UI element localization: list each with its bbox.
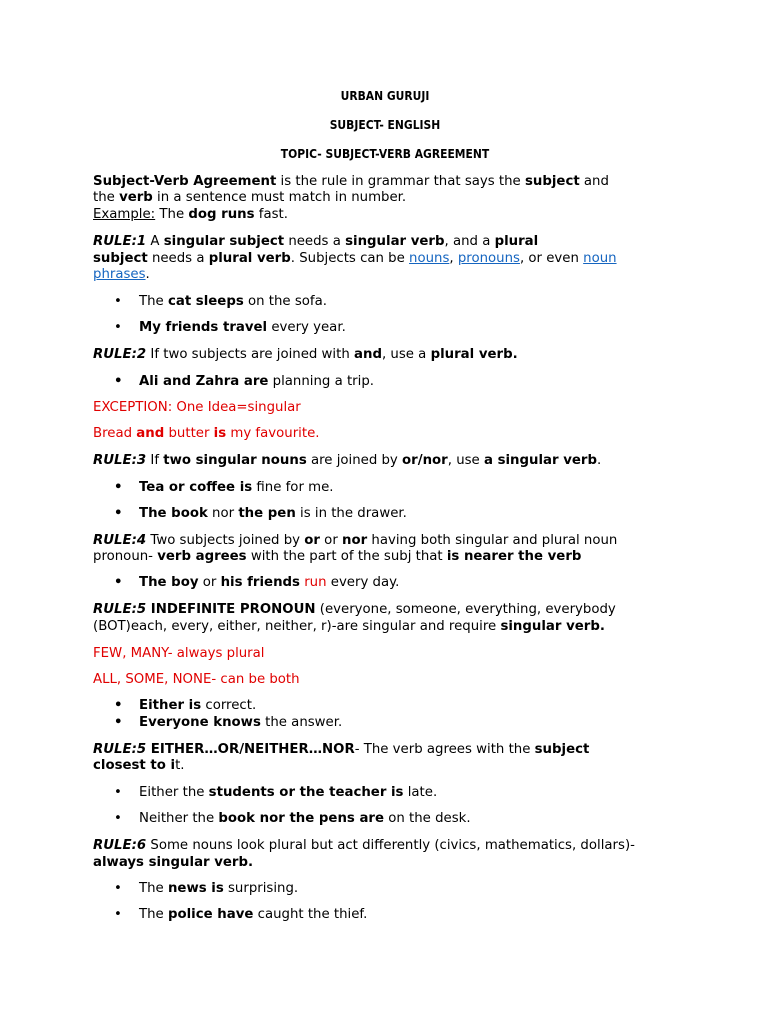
rule5a-note-all-some: ALL, SOME, NONE- can be both [93,672,300,687]
rule5b-line-2: closest to it. [93,758,185,773]
rule5a-note-few-many: FEW, MANY- always plural [93,646,265,661]
rule2-exception-example: Bread and butter is my favourite. [93,426,320,441]
rule2-line: RULE:2 If two subjects are joined with and, use a plural verb. [93,347,518,362]
rule6-line-2: always singular verb. [93,855,254,870]
bullet-icon: • [114,575,123,590]
intro-line-1: Subject-Verb Agreement is the rule in grammar that says the subject and [93,174,609,189]
bullet-icon: • [114,294,122,309]
rule2-exception: EXCEPTION: One Idea=singular [93,400,301,415]
rule5a-line-1: RULE:5 INDEFINITE PRONOUN (everyone, someone, everything, everybody [93,602,616,617]
rule4-line-1: RULE:4 Two subjects joined by or or nor having both singular and plural noun [93,533,618,548]
bullet-icon: • [114,811,122,826]
bullet-icon: • [114,715,123,730]
bullet-icon: • [114,374,123,389]
bullet-icon: • [114,480,123,495]
bullet-icon: • [114,506,123,521]
rule1-line-1: RULE:1 A singular subject needs a singular verb, and a plural [93,234,539,249]
rule6-line-1: RULE:6 Some nouns look plural but act differently (civics, mathematics, dollars)- [93,838,635,853]
bullet-icon: • [114,698,123,713]
bullet-icon: • [114,785,122,800]
page-title-topic: TOPIC- SUBJECT-VERB AGREEMENT [280,146,490,161]
bullet-icon: • [114,907,122,922]
link-phrases[interactable]: phrases [93,267,146,282]
rule5b-line-1: RULE:5 EITHER…OR/NEITHER…NOR- The verb agrees with the subject [93,742,590,757]
page-title-org: URBAN GURUJI [340,88,430,103]
link-noun[interactable]: noun [583,251,617,266]
page-title-subject: SUBJECT- ENGLISH [329,117,441,132]
intro-line-2: the verb in a sentence must match in number. [93,190,407,205]
rule1-line-2: subject needs a plural verb. Subjects can be nouns, pronouns, or even noun [93,251,617,266]
link-nouns[interactable]: nouns [409,251,450,266]
rule1-line-3: phrases. [93,267,150,282]
rule5a-line-2: (BOT)each, every, either, neither, r)-are singular and require singular verb. [93,619,605,634]
intro-example: Example: The dog runs fast. [93,207,289,222]
link-pronouns[interactable]: pronouns [457,251,520,266]
bullet-icon: • [114,320,122,335]
rule3-line: RULE:3 If two singular nouns are joined by or/nor, use a singular verb. [93,453,602,468]
rule4-line-2: pronoun- verb agrees with the part of the subj that is nearer the verb [93,549,582,564]
bullet-icon: • [114,881,122,896]
